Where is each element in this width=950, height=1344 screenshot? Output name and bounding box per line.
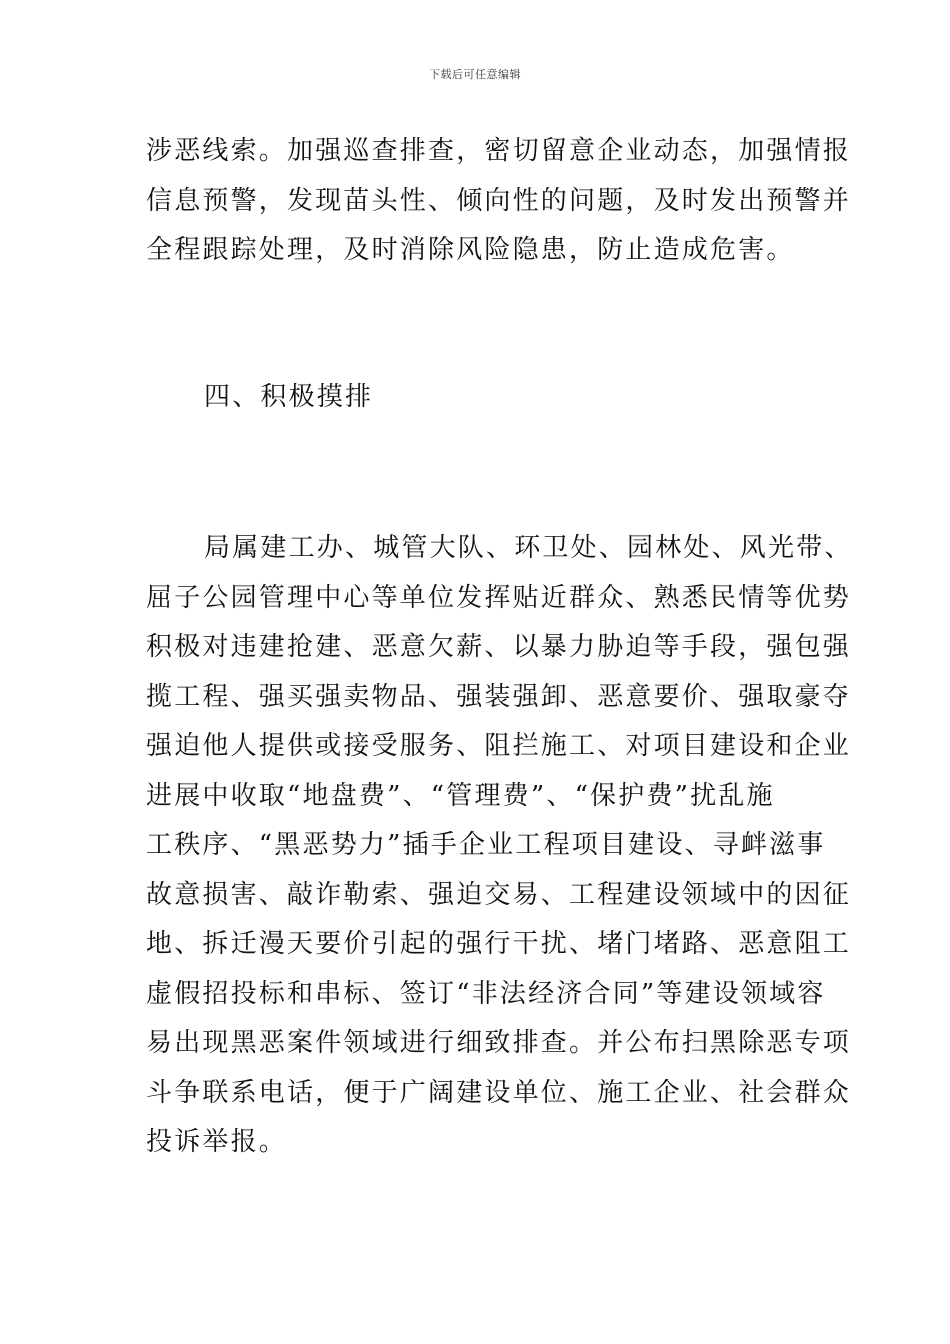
paragraph-line: 易出现黑恶案件领域进行细致排查。并公布扫黑除恶专项 [146, 1028, 852, 1058]
header-note: 下载后可任意编辑 [429, 68, 521, 81]
paragraph-line: 涉恶线索。加强巡查排查，密切留意企业动态，加强情报 [146, 136, 852, 166]
paragraph-line: 局属建工办、城管大队、环卫处、园林处、风光带、 [204, 533, 853, 563]
paragraph-line: 进展中收取“地盘费”、“管理费”、“保护费”扰乱施 [146, 781, 775, 811]
paragraph-line: 投诉举报。 [146, 1127, 288, 1157]
paragraph-line: 工秩序、“黑恶势力”插手企业工程项目建设、寻衅滋事 [146, 830, 826, 860]
paragraph-line: 屈子公园管理中心等单位发挥贴近群众、熟悉民情等优势 [146, 583, 852, 613]
paragraph-line: 全程跟踪处理，及时消除风险隐患，防止造成危害。 [146, 235, 795, 265]
paragraph-line: 斗争联系电话，便于广阔建设单位、施工企业、社会群众 [146, 1078, 852, 1108]
paragraph-line: 揽工程、强买强卖物品、强装强卸、恶意要价、强取豪夺 [146, 682, 852, 712]
paragraph-line: 积极对违建抢建、恶意欠薪、以暴力胁迫等手段，强包强 [146, 632, 852, 662]
paragraph-line: 信息预警，发现苗头性、倾向性的问题，及时发出预警并 [146, 186, 852, 216]
paragraph-line: 故意损害、敲诈勒索、强迫交易、工程建设领域中的因征 [146, 880, 852, 910]
paragraph-line: 强迫他人提供或接受服务、阻拦施工、对项目建设和企业 [146, 731, 852, 761]
section-heading: 四、积极摸排 [204, 382, 374, 412]
paragraph-line: 地、拆迁漫天要价引起的强行干扰、堵门堵路、恶意阻工 [146, 929, 852, 959]
paragraph-line: 虚假招投标和串标、签订“非法经济合同”等建设领域容 [146, 979, 826, 1009]
